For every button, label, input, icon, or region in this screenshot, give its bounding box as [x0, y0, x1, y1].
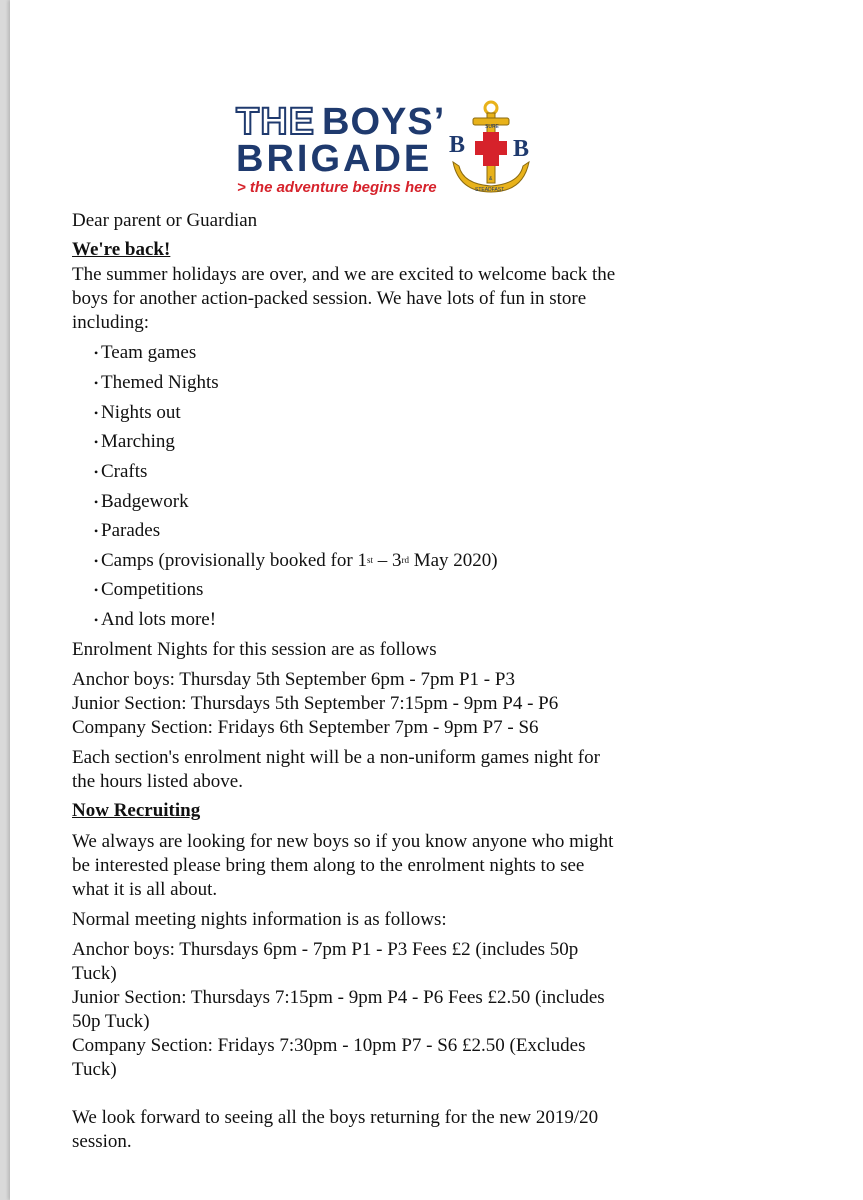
logo-b-left: B: [449, 132, 466, 158]
meeting-line: Company Section: Fridays 7:30pm - 10pm P7 - S6 £2.50 (Excludes: [72, 1035, 586, 1056]
bullet-icon: •: [94, 435, 99, 449]
list-item: Crafts: [101, 461, 148, 482]
boys-brigade-logo: [234, 100, 534, 200]
logo-boys-text: BOYS’: [322, 101, 446, 143]
camps-text-a: Camps (provisionally booked for 1: [101, 550, 367, 571]
list-item: Nights out: [101, 402, 181, 423]
recruiting-line: We always are looking for new boys so if you know anyone who might: [72, 831, 614, 852]
closing-line: session.: [72, 1131, 132, 1152]
camps-text-c: May 2020): [408, 550, 498, 571]
recruiting-line: what it is all about.: [72, 879, 218, 900]
bullet-icon: •: [94, 613, 99, 627]
camps-sup-rd: rd: [401, 555, 409, 565]
bullet-icon: •: [94, 376, 99, 390]
enrolment-line: Company Section: Fridays 6th September 7pm - 9pm P7 - S6: [72, 717, 539, 738]
logo-b-right: B: [513, 136, 530, 162]
logo-the-text: THE: [236, 101, 315, 143]
list-item: Competitions: [101, 579, 204, 600]
meeting-line: Junior Section: Thursdays 7:15pm - 9pm P4 - P6 Fees £2.50 (includes: [72, 987, 605, 1008]
list-item: Marching: [101, 431, 175, 452]
meeting-line: Tuck): [72, 963, 117, 984]
enrolment-note-line: the hours listed above.: [72, 771, 243, 792]
enrolment-line: Anchor boys: Thursday 5th September 6pm - 7pm P1 - P3: [72, 669, 515, 690]
greeting: Dear parent or Guardian: [72, 210, 258, 231]
logo-sure-text: SURE: [485, 124, 499, 130]
list-item-camps: [101, 549, 498, 573]
meeting-title: Normal meeting nights information is as follows:: [72, 909, 447, 930]
logo-ampersand: &: [489, 176, 493, 182]
heading-were-back: We're back!: [72, 239, 171, 260]
bullet-icon: •: [94, 524, 99, 538]
anchor-emblem-icon: [439, 100, 534, 200]
meeting-line: 50p Tuck): [72, 1011, 150, 1032]
list-item: Badgework: [101, 491, 189, 512]
bullet-icon: •: [94, 495, 99, 509]
bullet-icon: •: [94, 346, 99, 360]
list-item: Parades: [101, 520, 161, 541]
meeting-line: Tuck): [72, 1059, 117, 1080]
meeting-line: Anchor boys: Thursdays 6pm - 7pm P1 - P3 Fees £2 (includes 50p: [72, 939, 579, 960]
enrolment-line: Junior Section: Thursdays 5th September 7:15pm - 9pm P4 - P6: [72, 693, 559, 714]
logo-tagline: > the adventure begins here: [237, 179, 437, 196]
recruiting-line: be interested please bring them along to the enrolment nights to see: [72, 855, 585, 876]
camps-text-b: – 3: [372, 550, 402, 571]
letter-page: [10, 0, 863, 1200]
logo-steadfast-text: STEADFAST: [475, 187, 505, 193]
intro-line: boys for another action-packed session. We have lots of fun in store: [72, 288, 587, 309]
closing-line: We look forward to seeing all the boys returning for the new 2019/20: [72, 1107, 599, 1128]
enrolment-note-line: Each section's enrolment night will be a non-uniform games night for: [72, 747, 600, 768]
list-item: Themed Nights: [101, 372, 219, 393]
bullet-icon: •: [94, 583, 99, 597]
heading-now-recruiting: Now Recruiting: [72, 800, 201, 821]
list-item: Team games: [101, 342, 197, 363]
enrolment-title: Enrolment Nights for this session are as follows: [72, 639, 437, 660]
bullet-icon: •: [94, 406, 99, 420]
intro-line: including:: [72, 312, 150, 333]
logo-brigade-text: BRIGADE: [236, 138, 433, 180]
bullet-icon: •: [94, 465, 99, 479]
list-item: And lots more!: [101, 609, 217, 630]
camps-sup-st: st: [366, 555, 373, 565]
bullet-icon: •: [94, 554, 99, 568]
intro-line: The summer holidays are over, and we are excited to welcome back the: [72, 264, 616, 285]
